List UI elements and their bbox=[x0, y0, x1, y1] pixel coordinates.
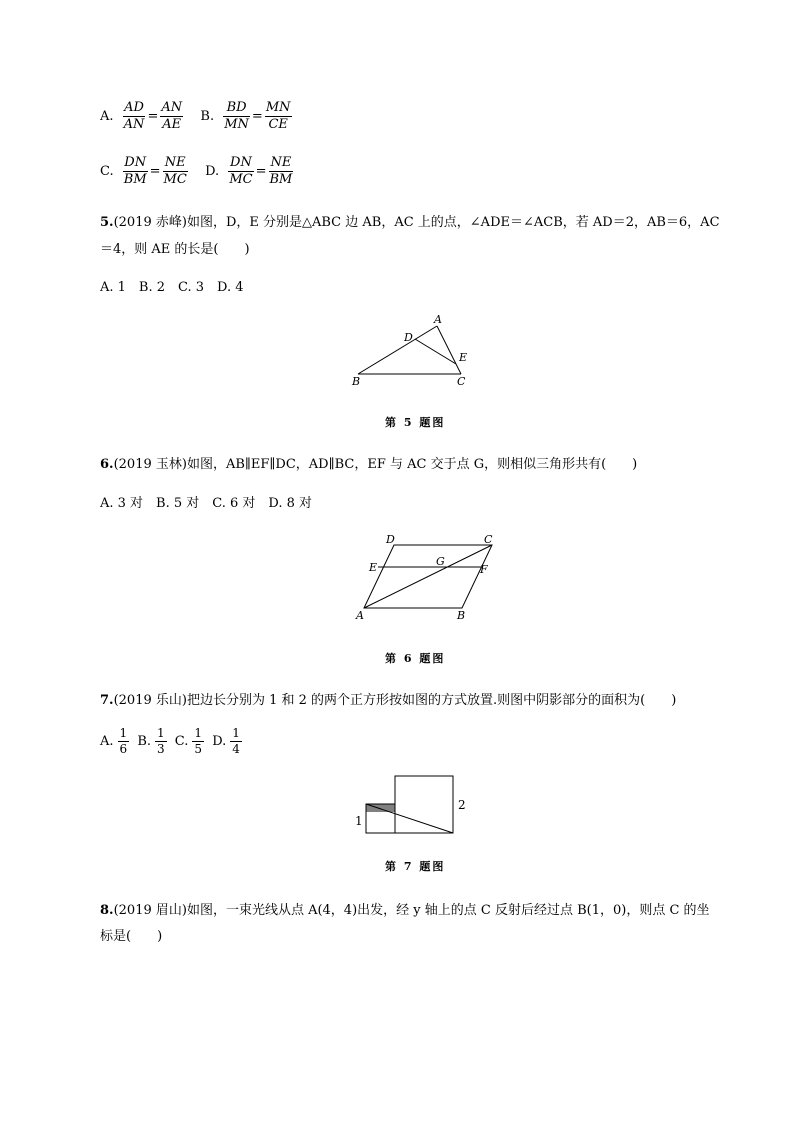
q4-option-b-label: B. bbox=[200, 109, 215, 124]
q7-option-d-label: D. bbox=[212, 734, 227, 749]
side-label-large: 2 bbox=[458, 798, 466, 812]
q4-option-a-frac2: $\frac{AN}{AE}$ bbox=[161, 100, 183, 132]
q7-squares-figure bbox=[350, 772, 480, 842]
diagonal-segment bbox=[366, 804, 453, 833]
q6-text-1: (2019 玉林)如图，AB∥EF∥DC，AD∥BC，EF 与 AC 交于点 G，则相似三角形共有( ) bbox=[113, 457, 638, 472]
q4-option-d-frac1: $\frac{DN}{MC}$ bbox=[229, 155, 253, 187]
q7-text-1: (2019 乐山)把边长分别为 1 和 2 的两个正方形按如图的方式放置.则图中阴影部分的面积为( ) bbox=[113, 693, 677, 708]
q7-option-a-frac: $\frac{1}{6}$ bbox=[119, 726, 128, 756]
q4-option-c-frac1: $\frac{DN}{BM}$ bbox=[123, 155, 147, 187]
q4-option-a-label: A. bbox=[100, 109, 114, 124]
label-e: E bbox=[459, 351, 468, 364]
large-square bbox=[395, 776, 453, 833]
q4-option-d-label: D. bbox=[205, 164, 220, 179]
q8-text-1: (2019 眉山)如图，一束光线从点 A(4，4)出发，经 y 轴上的点 C 反射后经过点 B(1，0)，则点 C 的坐 bbox=[113, 903, 710, 918]
q6-stem-line1 bbox=[100, 453, 637, 472]
q7-caption: 第 7 题图 bbox=[385, 860, 446, 873]
q8-number: 8. bbox=[100, 903, 114, 918]
q4-option-a-frac1: $\frac{AD}{AN}$ bbox=[123, 100, 145, 132]
q4-option-b-frac1: $\frac{BD}{MN}$ bbox=[224, 100, 249, 132]
q7-number: 7. bbox=[100, 693, 114, 708]
q5-stem-line1 bbox=[100, 211, 720, 230]
label-c: C bbox=[457, 375, 466, 388]
q5-text-1: (2019 赤峰)如图，D，E 分别是△ABC 边 AB，AC 上的点，∠ADE＝∠ACB，若 AD＝2，AB＝6，AC bbox=[113, 215, 720, 230]
label-g: G bbox=[436, 555, 445, 568]
label-f: F bbox=[480, 563, 488, 576]
label-d: D bbox=[404, 331, 413, 344]
q8-stem-line1 bbox=[100, 899, 710, 918]
q7-option-a-label: A. bbox=[100, 734, 114, 749]
q5-options: A. 1 B. 2 C. 3 D. 4 bbox=[100, 280, 244, 295]
segment-ac bbox=[437, 326, 461, 374]
q6-number: 6. bbox=[100, 457, 114, 472]
label-d: D bbox=[386, 533, 395, 546]
q4-option-b-frac2: $\frac{MN}{CE}$ bbox=[265, 100, 291, 132]
q7-option-d-frac: $\frac{1}{4}$ bbox=[232, 726, 240, 756]
q7-option-c-frac: $\frac{1}{5}$ bbox=[194, 726, 203, 756]
q4-option-row-ab: A. $\frac{AD}{AN}$ = $\frac{AN}{AE}$ B. $\frac{BD}{MN}$ = $\frac{MN}{CE}$ bbox=[100, 100, 291, 132]
label-a: A bbox=[434, 313, 442, 326]
q6-caption: 第 6 题图 bbox=[385, 652, 446, 665]
q4-option-d-frac2: $\frac{NE}{BM}$ bbox=[269, 155, 293, 187]
label-c: C bbox=[484, 533, 493, 546]
label-b: B bbox=[457, 609, 466, 622]
q7-option-c-label: C. bbox=[174, 734, 189, 749]
q6-parallelogram-figure bbox=[350, 530, 510, 624]
q4-option-row-cd: C. $\frac{DN}{BM}$ = $\frac{NE}{MC}$ D. $\frac{DN}{MC}$ = $\frac{NE}{BM}$ bbox=[100, 155, 293, 187]
label-a: A bbox=[356, 609, 364, 622]
q5-triangle-figure bbox=[340, 310, 480, 390]
label-e: E bbox=[369, 561, 378, 574]
side-label-small: 1 bbox=[355, 814, 363, 828]
q5-number: 5. bbox=[100, 215, 114, 230]
q7-options bbox=[100, 726, 246, 757]
label-b: B bbox=[352, 375, 361, 388]
segment-ac bbox=[364, 545, 492, 608]
q7-option-b-frac: $\frac{1}{3}$ bbox=[157, 726, 165, 756]
q4-option-c-label: C. bbox=[100, 164, 114, 179]
q5-caption: 第 5 题图 bbox=[385, 416, 446, 429]
q7-option-b-label: B. bbox=[137, 734, 151, 749]
segment-ba bbox=[358, 326, 437, 374]
q5-stem-line2: ＝4，则 AE 的长是( ) bbox=[100, 242, 250, 257]
q6-options: A. 3 对 B. 5 对 C. 6 对 D. 8 对 bbox=[100, 496, 313, 511]
q4-option-c-frac2: $\frac{NE}{MC}$ bbox=[163, 155, 187, 187]
q7-stem-line1 bbox=[100, 689, 676, 708]
q8-stem-line2: 标是( ) bbox=[100, 929, 163, 944]
